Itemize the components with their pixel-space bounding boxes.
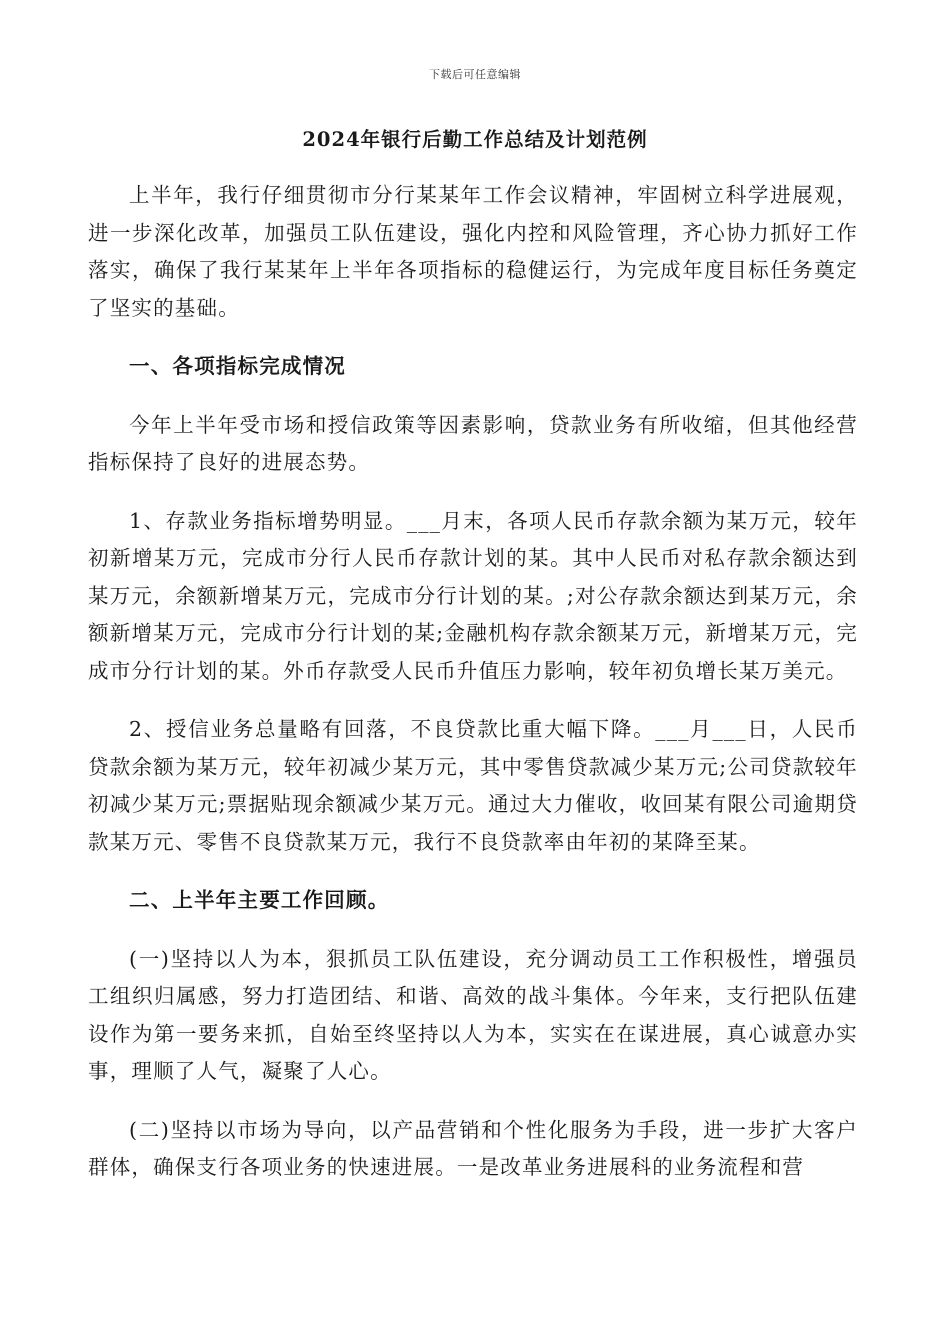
subsection-1-paragraph: (一)坚持以人为本，狠抓员工队伍建设，充分调动员工工作积极性，增强员工组织归属感，努力打造团结、和谐、高效的战斗集体。今年来，支行把队伍建设作为第一要务来抓，自始至终坚持以人为本，实实在在谋进展，真心诚意办实事，理顺了人气，凝聚了人心。 bbox=[88, 946, 858, 1083]
item-1-paragraph: 1、存款业务指标增势明显。___月末，各项人民币存款余额为某万元，较年初新增某万元，完成市分行人民币存款计划的某。其中人民币对私存款余额达到某万元，余额新增某万元，完成市分行计划的某。;对公存款余额达到某万元，余额新增某万元，完成市分行计划的某;金融机构存款余额某万元，新增某万元，完成市分行计划的某。外币存款受人民币升值压力影响，较年初负增长某万美元。 bbox=[88, 508, 858, 683]
document-body bbox=[88, 177, 858, 1187]
subsection-2-paragraph: (二)坚持以市场为导向，以产品营销和个性化服务为手段，进一步扩大客户群体，确保支行各项业务的快速进展。一是改革业务进展科的业务流程和营 bbox=[88, 1117, 858, 1179]
section-2-heading: 二、上半年主要工作回顾。 bbox=[129, 888, 390, 912]
header-note: 下载后可任意编辑 bbox=[429, 68, 521, 81]
intro-paragraph: 上半年，我行仔细贯彻市分行某某年工作会议精神，牢固树立科学进展观，进一步深化改革，加强员工队伍建设，强化内控和风险管理，齐心协力抓好工作落实，确保了我行某某年上半年各项指标的稳健运行，为完成年度目标任务奠定了坚实的基础。 bbox=[88, 183, 858, 320]
section-1-intro: 今年上半年受市场和授信政策等因素影响，贷款业务有所收缩，但其他经营指标保持了良好的进展态势。 bbox=[88, 412, 858, 474]
document-title: 2024年银行后勤工作总结及计划范例 bbox=[302, 128, 648, 151]
item-2-paragraph: 2、授信业务总量略有回落，不良贷款比重大幅下降。___月___日，人民币贷款余额为某万元，较年初减少某万元，其中零售贷款减少某万元;公司贷款较年初减少某万元;票据贴现余额减少某万元。通过大力催收，收回某有限公司逾期贷款某万元、零售不良贷款某万元，我行不良贷款率由年初的某降至某。 bbox=[88, 717, 858, 854]
section-1-heading: 一、各项指标完成情况 bbox=[129, 354, 346, 378]
